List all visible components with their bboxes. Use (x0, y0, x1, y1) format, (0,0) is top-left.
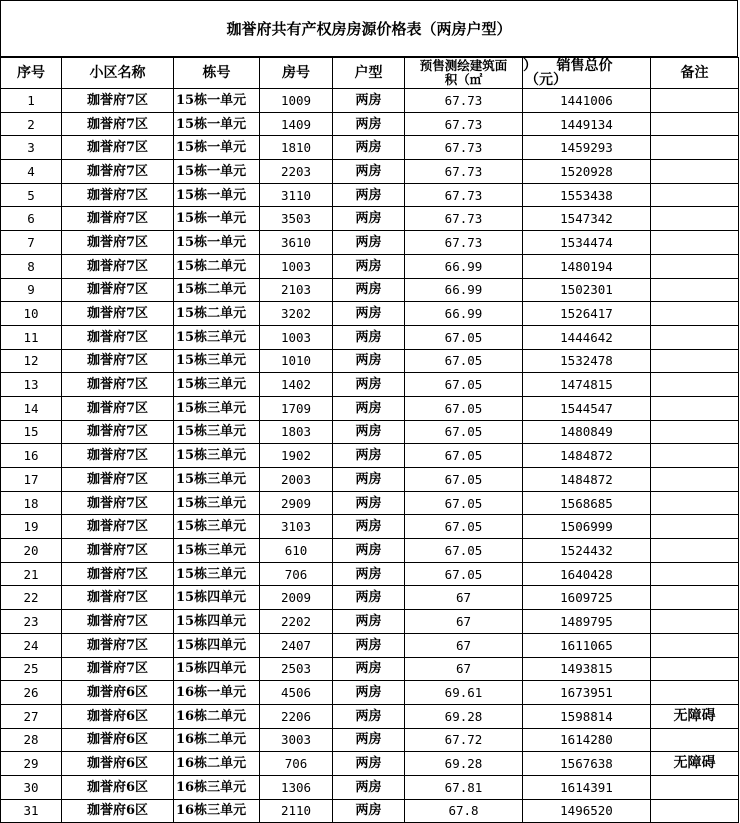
cell-room: 3110 (260, 183, 333, 207)
cell-community: 珈誉府7区 (62, 539, 174, 563)
header-room: 房号 (260, 58, 333, 89)
cell-type: 两房 (333, 183, 405, 207)
cell-building: 15栋三单元 (174, 491, 260, 515)
cell-price: 1609725 (523, 586, 651, 610)
cell-building: 15栋二单元 (174, 278, 260, 302)
cell-area: 67.05 (405, 562, 523, 586)
cell-room: 1902 (260, 444, 333, 468)
cell-note (651, 444, 739, 468)
cell-seq: 1 (1, 89, 62, 113)
cell-room: 1306 (260, 775, 333, 799)
header-price-line2: （元） (525, 72, 567, 88)
cell-community: 珈誉府7区 (62, 491, 174, 515)
cell-room: 2909 (260, 491, 333, 515)
cell-note (651, 468, 739, 492)
cell-type: 两房 (333, 373, 405, 397)
cell-room: 1003 (260, 254, 333, 278)
cell-area: 67.73 (405, 207, 523, 231)
cell-note (651, 207, 739, 231)
price-table (0, 57, 739, 823)
cell-room: 1409 (260, 112, 333, 136)
header-row (1, 58, 739, 89)
cell-note (651, 610, 739, 634)
cell-area: 66.99 (405, 278, 523, 302)
cell-area: 67.05 (405, 444, 523, 468)
cell-room: 3503 (260, 207, 333, 231)
cell-community: 珈誉府6区 (62, 728, 174, 752)
header-area-line2: 积（㎡ (444, 72, 483, 87)
cell-community: 珈誉府6区 (62, 752, 174, 776)
cell-price: 1496520 (523, 799, 651, 823)
table-row (1, 254, 739, 278)
cell-seq: 2 (1, 112, 62, 136)
header-type: 户型 (333, 58, 405, 89)
cell-note (651, 799, 739, 823)
table-row (1, 633, 739, 657)
cell-community: 珈誉府7区 (62, 302, 174, 326)
cell-area: 67.05 (405, 373, 523, 397)
cell-seq: 17 (1, 468, 62, 492)
table-row (1, 799, 739, 823)
table-row (1, 278, 739, 302)
cell-community: 珈誉府7区 (62, 278, 174, 302)
cell-area: 69.28 (405, 704, 523, 728)
cell-area: 67.05 (405, 349, 523, 373)
cell-note (651, 89, 739, 113)
header-price (523, 58, 651, 89)
cell-building: 15栋二单元 (174, 254, 260, 278)
cell-note (651, 231, 739, 255)
cell-seq: 16 (1, 444, 62, 468)
cell-area: 67.05 (405, 515, 523, 539)
cell-area: 67.81 (405, 775, 523, 799)
table-row (1, 231, 739, 255)
cell-type: 两房 (333, 657, 405, 681)
cell-note (651, 325, 739, 349)
cell-note (651, 136, 739, 160)
cell-type: 两房 (333, 681, 405, 705)
cell-room: 2003 (260, 468, 333, 492)
cell-type: 两房 (333, 468, 405, 492)
cell-seq: 20 (1, 539, 62, 563)
cell-price: 1459293 (523, 136, 651, 160)
cell-note (651, 112, 739, 136)
cell-building: 15栋三单元 (174, 444, 260, 468)
cell-seq: 7 (1, 231, 62, 255)
cell-building: 16栋一单元 (174, 681, 260, 705)
cell-type: 两房 (333, 349, 405, 373)
cell-type: 两房 (333, 775, 405, 799)
cell-type: 两房 (333, 207, 405, 231)
cell-type: 两房 (333, 136, 405, 160)
cell-note (651, 562, 739, 586)
table-row (1, 586, 739, 610)
cell-price: 1567638 (523, 752, 651, 776)
cell-type: 两房 (333, 325, 405, 349)
table-row (1, 302, 739, 326)
cell-community: 珈誉府7区 (62, 325, 174, 349)
table-row (1, 373, 739, 397)
table-row (1, 136, 739, 160)
cell-area: 67.8 (405, 799, 523, 823)
cell-note (651, 491, 739, 515)
cell-price: 1640428 (523, 562, 651, 586)
cell-area: 66.99 (405, 254, 523, 278)
cell-price: 1544547 (523, 396, 651, 420)
cell-note (651, 539, 739, 563)
cell-seq: 18 (1, 491, 62, 515)
cell-note (651, 657, 739, 681)
cell-room: 1003 (260, 325, 333, 349)
cell-community: 珈誉府7区 (62, 160, 174, 184)
cell-community: 珈誉府7区 (62, 586, 174, 610)
cell-area: 67.73 (405, 231, 523, 255)
cell-community: 珈誉府7区 (62, 112, 174, 136)
cell-room: 2202 (260, 610, 333, 634)
cell-seq: 6 (1, 207, 62, 231)
cell-price: 1444642 (523, 325, 651, 349)
cell-community: 珈誉府7区 (62, 373, 174, 397)
cell-building: 15栋二单元 (174, 302, 260, 326)
cell-price: 1484872 (523, 468, 651, 492)
cell-room: 1009 (260, 89, 333, 113)
cell-note (651, 302, 739, 326)
cell-type: 两房 (333, 799, 405, 823)
cell-price: 1493815 (523, 657, 651, 681)
cell-building: 15栋一单元 (174, 183, 260, 207)
table-row (1, 752, 739, 776)
cell-building: 15栋三单元 (174, 562, 260, 586)
cell-note (651, 254, 739, 278)
cell-price: 1506999 (523, 515, 651, 539)
cell-seq: 22 (1, 586, 62, 610)
cell-seq: 5 (1, 183, 62, 207)
cell-price: 1611065 (523, 633, 651, 657)
cell-building: 15栋三单元 (174, 468, 260, 492)
cell-seq: 12 (1, 349, 62, 373)
cell-building: 15栋三单元 (174, 539, 260, 563)
cell-community: 珈誉府7区 (62, 515, 174, 539)
cell-price: 1526417 (523, 302, 651, 326)
cell-seq: 10 (1, 302, 62, 326)
cell-price: 1474815 (523, 373, 651, 397)
cell-note (651, 160, 739, 184)
cell-note (651, 420, 739, 444)
cell-note (651, 515, 739, 539)
cell-room: 2206 (260, 704, 333, 728)
cell-building: 15栋三单元 (174, 349, 260, 373)
table-row (1, 420, 739, 444)
cell-room: 2009 (260, 586, 333, 610)
cell-note (651, 728, 739, 752)
cell-building: 16栋二单元 (174, 728, 260, 752)
header-building: 栋号 (174, 58, 260, 89)
table-row (1, 704, 739, 728)
cell-price: 1502301 (523, 278, 651, 302)
table-row (1, 396, 739, 420)
cell-community: 珈誉府7区 (62, 349, 174, 373)
cell-community: 珈誉府7区 (62, 633, 174, 657)
table-row (1, 444, 739, 468)
cell-price: 1553438 (523, 183, 651, 207)
table-row (1, 183, 739, 207)
cell-building: 16栋三单元 (174, 775, 260, 799)
cell-type: 两房 (333, 586, 405, 610)
cell-building: 15栋一单元 (174, 231, 260, 255)
cell-community: 珈誉府6区 (62, 704, 174, 728)
cell-seq: 29 (1, 752, 62, 776)
cell-seq: 8 (1, 254, 62, 278)
cell-type: 两房 (333, 633, 405, 657)
cell-area: 67.73 (405, 160, 523, 184)
cell-building: 15栋一单元 (174, 89, 260, 113)
cell-area: 67.05 (405, 539, 523, 563)
cell-type: 两房 (333, 231, 405, 255)
cell-building: 15栋四单元 (174, 610, 260, 634)
header-area (405, 58, 523, 89)
table-row (1, 728, 739, 752)
cell-price: 1568685 (523, 491, 651, 515)
cell-community: 珈誉府6区 (62, 799, 174, 823)
cell-community: 珈誉府7区 (62, 207, 174, 231)
cell-price: 1480849 (523, 420, 651, 444)
table-row (1, 657, 739, 681)
cell-type: 两房 (333, 396, 405, 420)
table-row (1, 325, 739, 349)
header-area-line1: 预售测绘建筑面 (419, 58, 508, 73)
cell-seq: 15 (1, 420, 62, 444)
cell-note: 无障碍 (651, 752, 739, 776)
cell-type: 两房 (333, 704, 405, 728)
cell-building: 15栋四单元 (174, 657, 260, 681)
cell-seq: 19 (1, 515, 62, 539)
cell-price: 1598814 (523, 704, 651, 728)
cell-room: 3103 (260, 515, 333, 539)
cell-room: 2203 (260, 160, 333, 184)
cell-type: 两房 (333, 302, 405, 326)
cell-room: 706 (260, 752, 333, 776)
cell-price: 1532478 (523, 349, 651, 373)
cell-community: 珈誉府6区 (62, 681, 174, 705)
cell-type: 两房 (333, 752, 405, 776)
table-row (1, 491, 739, 515)
cell-note (651, 396, 739, 420)
cell-seq: 28 (1, 728, 62, 752)
cell-community: 珈誉府7区 (62, 231, 174, 255)
table-row (1, 349, 739, 373)
cell-building: 16栋二单元 (174, 752, 260, 776)
cell-area: 67.73 (405, 112, 523, 136)
cell-note (651, 775, 739, 799)
cell-building: 15栋一单元 (174, 160, 260, 184)
cell-note (651, 278, 739, 302)
cell-area: 67 (405, 586, 523, 610)
header-seq: 序号 (1, 58, 62, 89)
cell-building: 15栋三单元 (174, 396, 260, 420)
table-row (1, 681, 739, 705)
header-community: 小区名称 (62, 58, 174, 89)
cell-area: 67.73 (405, 136, 523, 160)
cell-room: 2103 (260, 278, 333, 302)
cell-seq: 23 (1, 610, 62, 634)
cell-room: 1803 (260, 420, 333, 444)
table-row (1, 562, 739, 586)
cell-community: 珈誉府6区 (62, 775, 174, 799)
cell-room: 3610 (260, 231, 333, 255)
cell-community: 珈誉府7区 (62, 562, 174, 586)
cell-community: 珈誉府7区 (62, 657, 174, 681)
cell-community: 珈誉府7区 (62, 254, 174, 278)
cell-type: 两房 (333, 420, 405, 444)
cell-seq: 27 (1, 704, 62, 728)
cell-room: 1010 (260, 349, 333, 373)
cell-community: 珈誉府7区 (62, 468, 174, 492)
cell-type: 两房 (333, 160, 405, 184)
table-row (1, 160, 739, 184)
cell-price: 1534474 (523, 231, 651, 255)
cell-room: 1810 (260, 136, 333, 160)
cell-seq: 31 (1, 799, 62, 823)
cell-seq: 11 (1, 325, 62, 349)
cell-room: 4506 (260, 681, 333, 705)
cell-type: 两房 (333, 254, 405, 278)
cell-room: 3003 (260, 728, 333, 752)
cell-seq: 3 (1, 136, 62, 160)
cell-note (651, 373, 739, 397)
cell-price: 1614391 (523, 775, 651, 799)
cell-room: 2110 (260, 799, 333, 823)
cell-community: 珈誉府7区 (62, 183, 174, 207)
cell-area: 67.05 (405, 420, 523, 444)
cell-building: 15栋三单元 (174, 373, 260, 397)
cell-price: 1673951 (523, 681, 651, 705)
cell-community: 珈誉府7区 (62, 444, 174, 468)
cell-room: 1709 (260, 396, 333, 420)
cell-price: 1449134 (523, 112, 651, 136)
cell-type: 两房 (333, 112, 405, 136)
cell-area: 67.05 (405, 396, 523, 420)
table-row (1, 468, 739, 492)
cell-room: 610 (260, 539, 333, 563)
cell-area: 69.61 (405, 681, 523, 705)
cell-seq: 14 (1, 396, 62, 420)
cell-type: 两房 (333, 562, 405, 586)
table-row (1, 539, 739, 563)
cell-community: 珈誉府7区 (62, 89, 174, 113)
cell-note: 无障碍 (651, 704, 739, 728)
cell-note (651, 681, 739, 705)
cell-community: 珈誉府7区 (62, 610, 174, 634)
cell-seq: 9 (1, 278, 62, 302)
table-row (1, 112, 739, 136)
cell-price: 1524432 (523, 539, 651, 563)
cell-building: 16栋二单元 (174, 704, 260, 728)
header-price-line1: ） 销售总价 (523, 58, 613, 74)
cell-room: 1402 (260, 373, 333, 397)
cell-building: 15栋三单元 (174, 515, 260, 539)
cell-area: 67.05 (405, 325, 523, 349)
cell-price: 1441006 (523, 89, 651, 113)
table-row (1, 610, 739, 634)
cell-building: 15栋一单元 (174, 207, 260, 231)
cell-note (651, 586, 739, 610)
cell-type: 两房 (333, 728, 405, 752)
cell-area: 67.05 (405, 468, 523, 492)
cell-type: 两房 (333, 539, 405, 563)
cell-seq: 30 (1, 775, 62, 799)
cell-building: 16栋三单元 (174, 799, 260, 823)
table-row (1, 775, 739, 799)
cell-building: 15栋四单元 (174, 586, 260, 610)
cell-area: 69.28 (405, 752, 523, 776)
cell-price: 1614280 (523, 728, 651, 752)
cell-area: 67 (405, 657, 523, 681)
cell-price: 1484872 (523, 444, 651, 468)
cell-type: 两房 (333, 610, 405, 634)
cell-seq: 25 (1, 657, 62, 681)
header-note: 备注 (651, 58, 739, 89)
cell-type: 两房 (333, 89, 405, 113)
cell-type: 两房 (333, 491, 405, 515)
cell-community: 珈誉府7区 (62, 396, 174, 420)
cell-room: 706 (260, 562, 333, 586)
cell-building: 15栋四单元 (174, 633, 260, 657)
cell-seq: 26 (1, 681, 62, 705)
cell-type: 两房 (333, 278, 405, 302)
cell-price: 1480194 (523, 254, 651, 278)
table-row (1, 515, 739, 539)
cell-area: 67 (405, 633, 523, 657)
cell-area: 67.72 (405, 728, 523, 752)
cell-price: 1547342 (523, 207, 651, 231)
cell-building: 15栋一单元 (174, 112, 260, 136)
cell-area: 67.73 (405, 89, 523, 113)
cell-note (651, 349, 739, 373)
cell-seq: 13 (1, 373, 62, 397)
cell-type: 两房 (333, 444, 405, 468)
cell-seq: 24 (1, 633, 62, 657)
cell-building: 15栋三单元 (174, 420, 260, 444)
cell-room: 3202 (260, 302, 333, 326)
cell-area: 67 (405, 610, 523, 634)
cell-community: 珈誉府7区 (62, 136, 174, 160)
cell-area: 67.73 (405, 183, 523, 207)
cell-community: 珈誉府7区 (62, 420, 174, 444)
cell-price: 1520928 (523, 160, 651, 184)
cell-note (651, 633, 739, 657)
cell-price: 1489795 (523, 610, 651, 634)
cell-room: 2407 (260, 633, 333, 657)
table-row (1, 89, 739, 113)
cell-seq: 4 (1, 160, 62, 184)
cell-type: 两房 (333, 515, 405, 539)
cell-area: 67.05 (405, 491, 523, 515)
cell-seq: 21 (1, 562, 62, 586)
sheet-title: 珈誉府共有产权房房源价格表（两房户型） (0, 0, 738, 57)
cell-building: 15栋一单元 (174, 136, 260, 160)
cell-area: 66.99 (405, 302, 523, 326)
table-row (1, 207, 739, 231)
cell-note (651, 183, 739, 207)
cell-building: 15栋三单元 (174, 325, 260, 349)
cell-room: 2503 (260, 657, 333, 681)
